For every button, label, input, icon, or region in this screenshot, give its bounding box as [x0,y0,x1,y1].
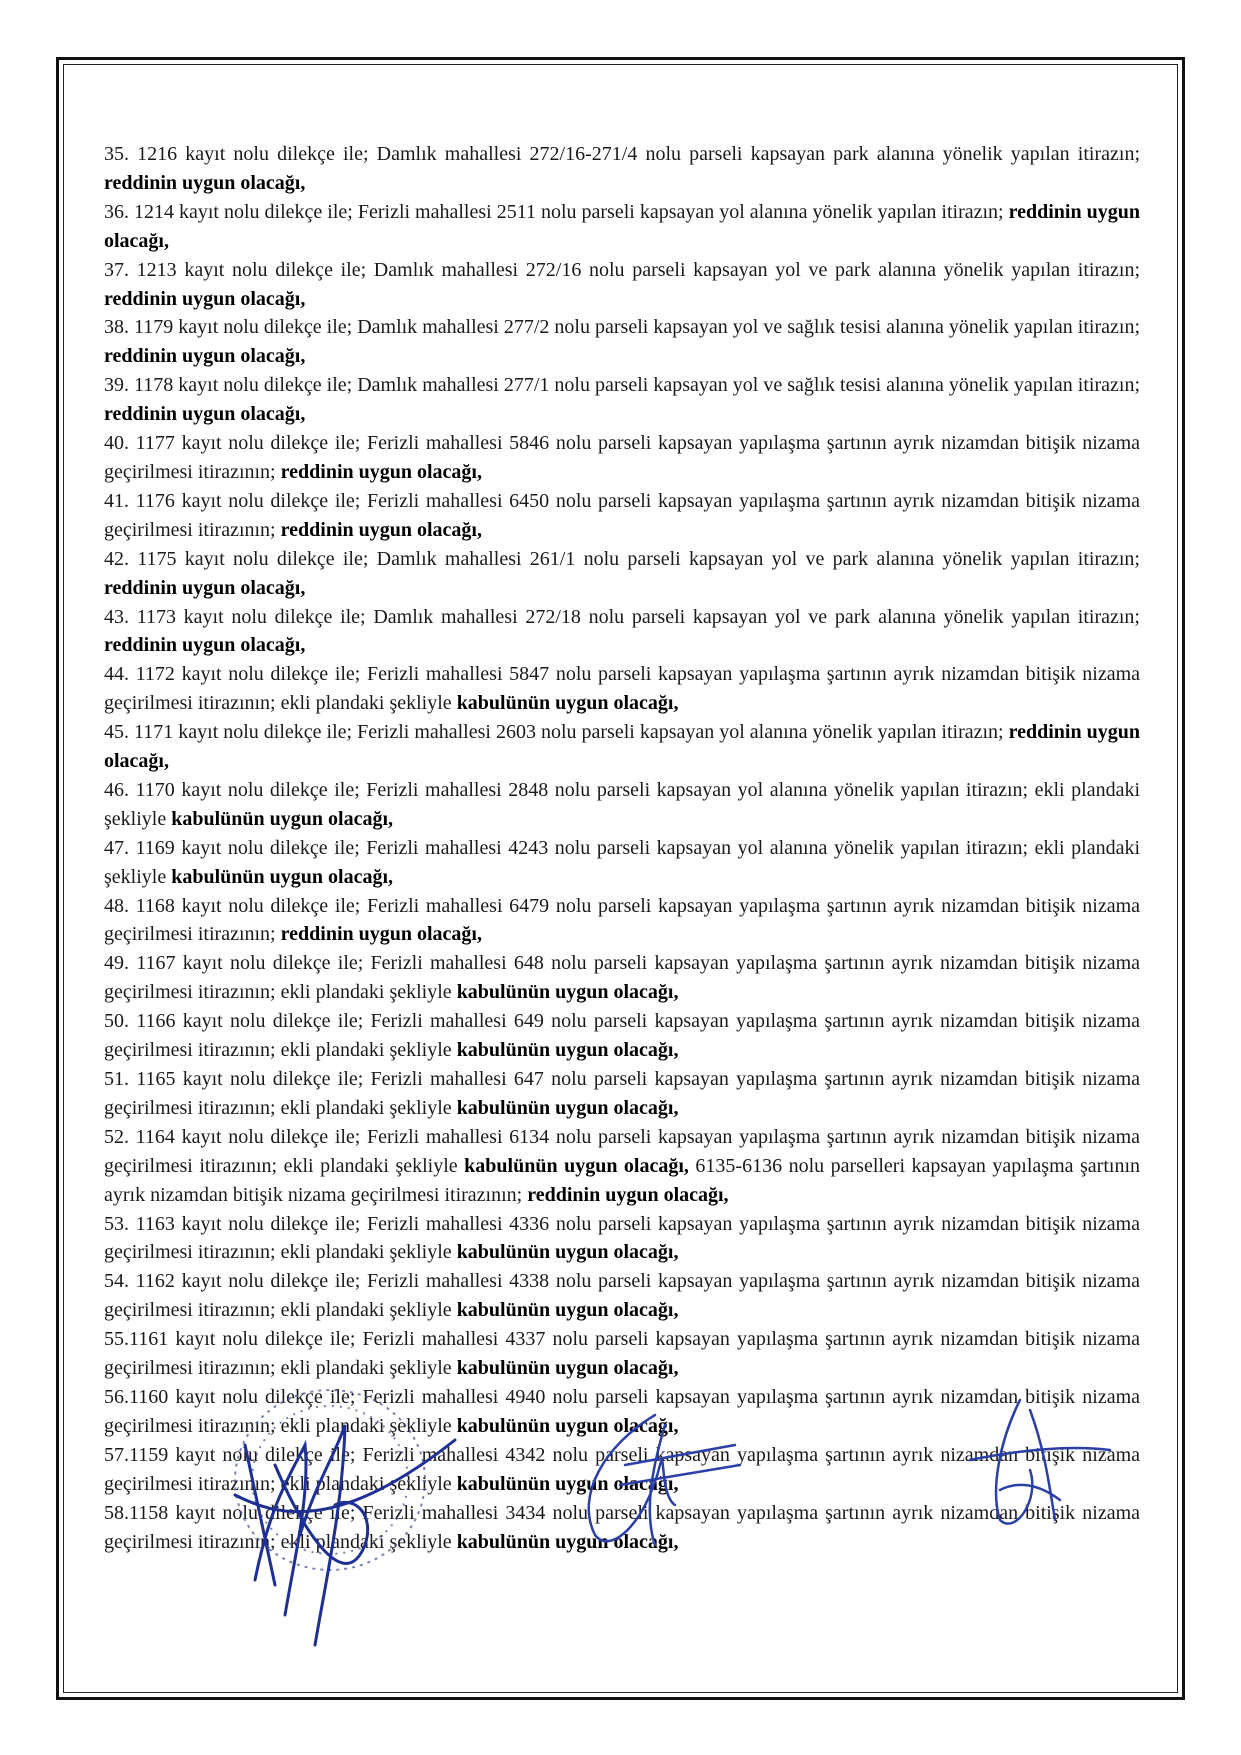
decision-item [104,429,1140,487]
decision-text: 44. 1172 kayıt nolu dilekçe ile; Ferizli mahallesi 5847 nolu parseli kapsayan yapılaşma şartının ayrık nizamdan bitişik nizama geçirilmesi itirazının; ekli plandaki şekliyle [104,663,1140,715]
decision-result: reddinin uygun olacağı, [280,518,482,541]
decision-result: reddinin uygun olacağı, [104,721,1140,773]
decision-result: kabulünün uygun olacağı, [171,865,393,888]
decision-text: 50. 1166 kayıt nolu dilekçe ile; Ferizli mahallesi 649 nolu parseli kapsayan yapılaşma şartının ayrık nizamdan bitişik nizama geçirilmesi itirazının; ekli plandaki şekliyle [104,1010,1140,1062]
decision-text: 39. 1178 kayıt nolu dilekçe ile; Damlık mahallesi 277/1 nolu parseli kapsayan yol ve sağlık tesisi alanına yönelik yapılan itirazın; [104,374,1140,397]
decision-text: 43. 1173 kayıt nolu dilekçe ile; Damlık mahallesi 272/18 nolu parseli kapsayan yol ve park alanına yönelik yapılan itirazın; [104,605,1140,628]
official-stamp-icon [215,1385,505,1755]
decision-item [104,256,1140,314]
decision-result: kabulünün uygun olacağı, [456,1414,679,1437]
signature-icon [565,1405,745,1555]
decision-text: 36. 1214 kayıt nolu dilekçe ile; Ferizli mahallesi 2511 nolu parseli kapsayan yol alanına yönelik yapılan itirazın; [104,200,1009,223]
decision-item [104,140,1140,198]
decision-text: 58.1158 kayıt nolu dilekçe ile; Ferizli mahallesi 3434 nolu parseli kapsayan yapılaşma şartının ayrık nizamdan bitişik nizama geçirilmesi itirazının; ekli plandaki şekliyle [104,1501,1140,1553]
decision-text: 41. 1176 kayıt nolu dilekçe ile; Ferizli mahallesi 6450 nolu parseli kapsayan yapılaşma şartının ayrık nizamdan bitişik nizama geçirilmesi itirazının; [104,489,1140,541]
decision-result: reddinin uygun olacağı, [104,403,306,426]
decision-item [104,371,1140,429]
decision-text: 42. 1175 kayıt nolu dilekçe ile; Damlık mahallesi 261/1 nolu parseli kapsayan yol ve park alanına yönelik yapılan itirazın; [104,547,1140,570]
decision-list [104,140,1140,1556]
decision-result: kabulünün uygun olacağı, [456,1039,679,1062]
decision-result: kabulünün uygun olacağı, [456,1241,679,1264]
decision-result-second: reddinin uygun olacağı, [527,1183,729,1206]
decision-item [104,1123,1140,1210]
decision-text: 56.1160 kayıt nolu dilekçe ile; Ferizli mahallesi 4940 nolu parseli kapsayan yapılaşma şartının ayrık nizamdan bitişik nizama geçirilmesi itirazının; ekli plandaki şekliyle [104,1385,1140,1437]
decision-result: reddinin uygun olacağı, [104,576,306,599]
decision-text: 46. 1170 kayıt nolu dilekçe ile; Ferizli mahallesi 2848 nolu parseli kapsayan yol alanına yönelik yapılan itirazın; ekli plandaki şekliyle [104,778,1140,830]
decision-item [104,1325,1140,1383]
decision-item [104,313,1140,371]
decision-result: reddinin uygun olacağı, [280,460,482,483]
decision-result: reddinin uygun olacağı, [104,287,306,310]
decision-result: reddinin uygun olacağı, [104,200,1140,252]
decision-result: kabulünün uygun olacağı, [456,692,679,715]
decision-item [104,1007,1140,1065]
decision-item [104,487,1140,545]
decision-result: kabulünün uygun olacağı, [456,1530,679,1553]
decision-text: 40. 1177 kayıt nolu dilekçe ile; Ferizli mahallesi 5846 nolu parseli kapsayan yapılaşma şartının ayrık nizamdan bitişik nizama geçirilmesi itirazının; [104,432,1140,483]
decision-item [104,1267,1140,1325]
decision-text: 48. 1168 kayıt nolu dilekçe ile; Ferizli mahallesi 6479 nolu parseli kapsayan yapılaşma şartının ayrık nizamdan bitişik nizama geçirilmesi itirazının; [104,894,1140,946]
decision-text: 49. 1167 kayıt nolu dilekçe ile; Ferizli mahallesi 648 nolu parseli kapsayan yapılaşma şartının ayrık nizamdan bitişik nizama geçirilmesi itirazının; ekli plandaki şekliyle [104,952,1140,1004]
decision-result: kabulünün uygun olacağı, [464,1154,689,1177]
decision-item [104,834,1140,892]
decision-text: 52. 1164 kayıt nolu dilekçe ile; Ferizli mahallesi 6134 nolu parseli kapsayan yapılaşma şartının ayrık nizamdan bitişik nizama geçirilmesi itirazının; ekli plandaki şekliyle [104,1125,1140,1177]
decision-result: kabulünün uygun olacağı, [456,1096,679,1119]
decision-text: 54. 1162 kayıt nolu dilekçe ile; Ferizli mahallesi 4338 nolu parseli kapsayan yapılaşma şartının ayrık nizamdan bitişik nizama geçirilmesi itirazının; ekli plandaki şekliyle [104,1270,1140,1322]
decision-text: 53. 1163 kayıt nolu dilekçe ile; Ferizli mahallesi 4336 nolu parseli kapsayan yapılaşma şartının ayrık nizamdan bitişik nizama geçirilmesi itirazının; ekli plandaki şekliyle [104,1212,1140,1264]
decision-result: kabulünün uygun olacağı, [456,981,679,1004]
decision-item [104,1065,1140,1123]
decision-text: 45. 1171 kayıt nolu dilekçe ile; Ferizli mahallesi 2603 nolu parseli kapsayan yol alanına yönelik yapılan itirazın; [104,721,1009,744]
decision-item [104,949,1140,1007]
signature-icon [960,1390,1120,1540]
decision-item [104,198,1140,256]
decision-item [104,1210,1140,1268]
decision-result: kabulünün uygun olacağı, [456,1299,679,1322]
decision-result: reddinin uygun olacağı, [104,345,306,368]
decision-result: kabulünün uygun olacağı, [456,1357,679,1380]
decision-result: kabulünün uygun olacağı, [456,1472,679,1495]
decision-text: 51. 1165 kayıt nolu dilekçe ile; Ferizli mahallesi 647 nolu parseli kapsayan yapılaşma şartının ayrık nizamdan bitişik nizama geçirilmesi itirazının; ekli plandaki şekliyle [104,1068,1140,1119]
decision-text: 37. 1213 kayıt nolu dilekçe ile; Damlık mahallesi 272/16 nolu parseli kapsayan yol ve park alanına yönelik yapılan itirazın; [104,258,1140,281]
decision-text: 55.1161 kayıt nolu dilekçe ile; Ferizli mahallesi 4337 nolu parseli kapsayan yapılaşma şartının ayrık nizamdan bitişik nizama geçirilmesi itirazının; ekli plandaki şekliyle [104,1328,1140,1380]
decision-result: reddinin uygun olacağı, [280,923,482,946]
decision-text: 35. 1216 kayıt nolu dilekçe ile; Damlık mahallesi 272/16-271/4 nolu parseli kapsayan park alanına yönelik yapılan itirazın; [104,143,1140,165]
decision-item [104,892,1140,950]
decision-item [104,718,1140,776]
decision-result: reddinin uygun olacağı, [104,171,306,194]
decision-text: 38. 1179 kayıt nolu dilekçe ile; Damlık mahallesi 277/2 nolu parseli kapsayan yol ve sağlık tesisi alanına yönelik yapılan itirazın; [104,316,1140,339]
decision-item [104,660,1140,718]
decision-text-continued: 6135-6136 nolu parselleri kapsayan yapılaşma şartının ayrık nizamdan bitişik nizama geçirilmesi itirazının; [104,1154,1140,1206]
decision-item [104,776,1140,834]
decision-item [104,603,1140,661]
decision-text: 47. 1169 kayıt nolu dilekçe ile; Ferizli mahallesi 4243 nolu parseli kapsayan yol alanına yönelik yapılan itirazın; ekli plandaki şekliyle [104,836,1140,888]
decision-result: kabulünün uygun olacağı, [171,807,393,830]
decision-item [104,545,1140,603]
decision-text: 57.1159 kayıt nolu dilekçe ile; Ferizli mahallesi 4342 nolu parseli kapsayan yapılaşma şartının ayrık nizamdan bitişik nizama geçirilmesi itirazının; ekli plandaki şekliyle [104,1443,1140,1495]
decision-result: reddinin uygun olacağı, [104,634,306,657]
